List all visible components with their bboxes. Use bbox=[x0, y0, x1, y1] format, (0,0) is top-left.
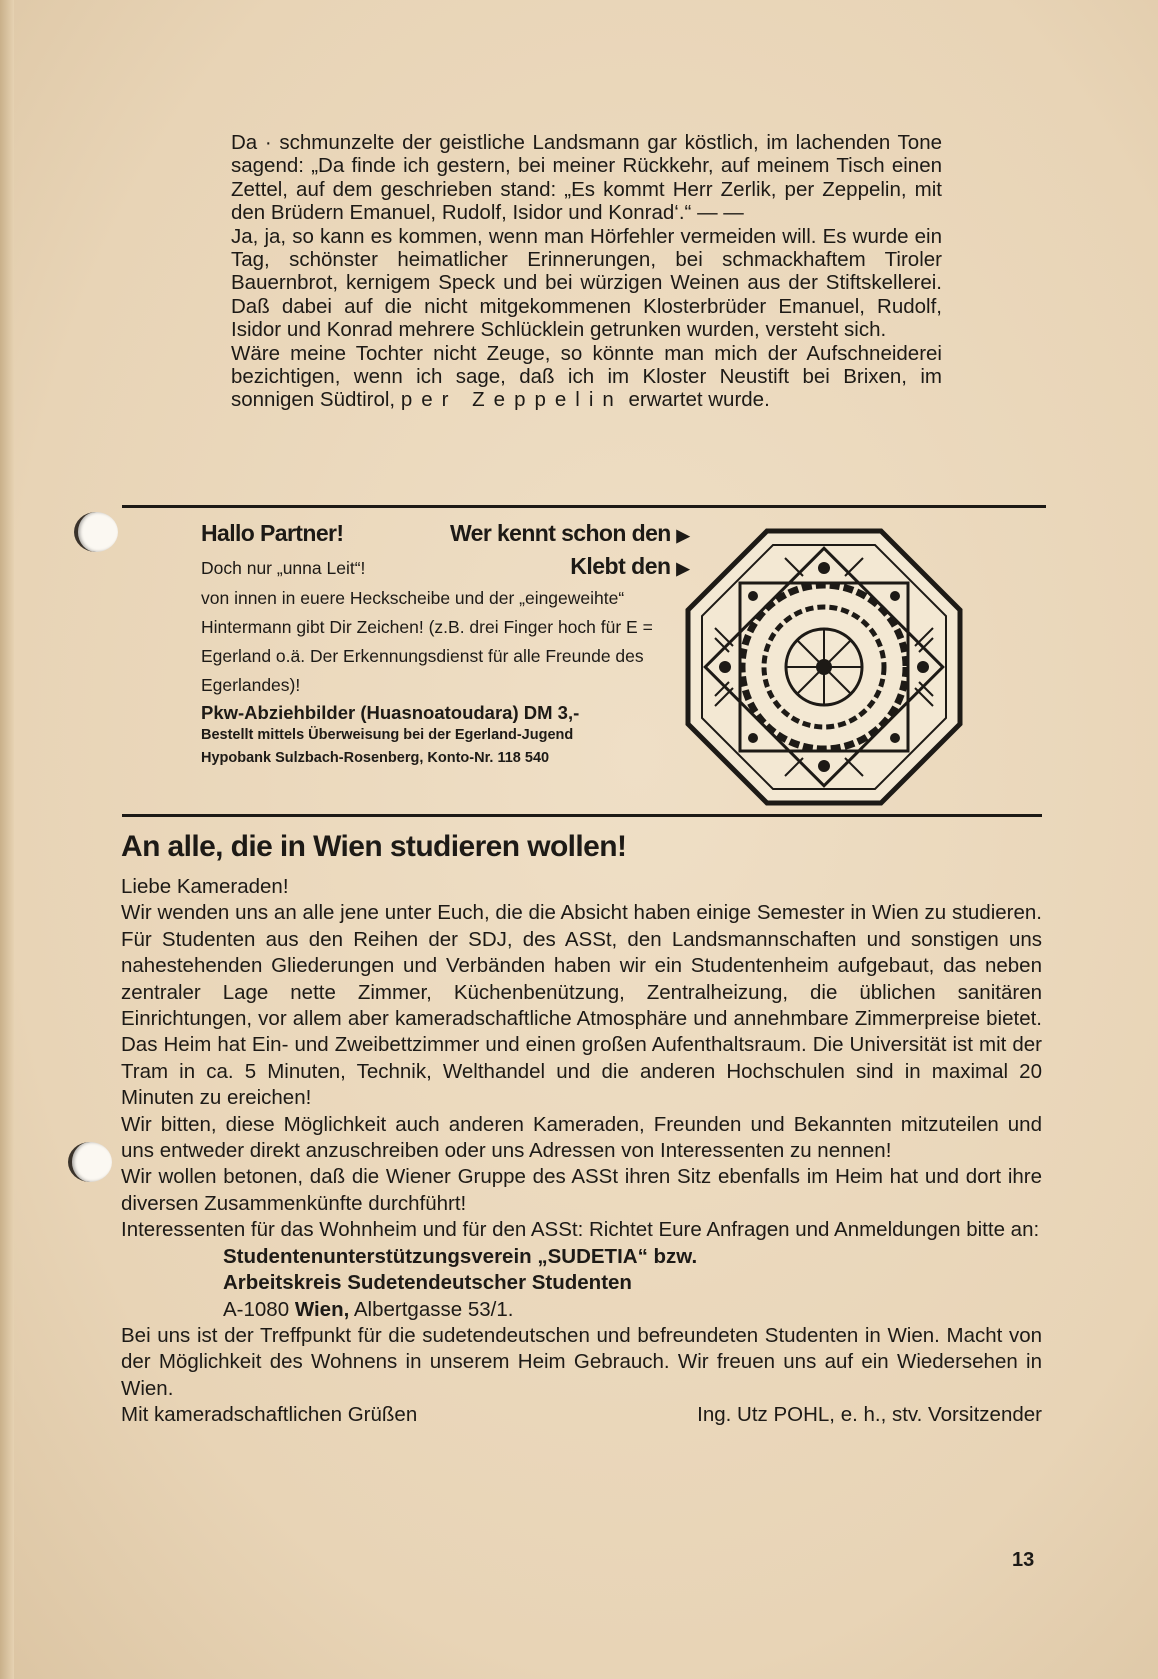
signature-line bbox=[121, 1402, 1042, 1428]
right-triangle-icon: ▶ bbox=[676, 526, 689, 545]
page-number: 13 bbox=[1012, 1549, 1035, 1571]
right-triangle-icon: ▶ bbox=[676, 559, 689, 578]
story-paragraph-2: Ja, ja, so kann es kommen, wenn man Hörfehler vermeiden will. Es wurde ein Tag, schönster heimatlicher Erinnerungen, bei schmackhaftem Tiroler Bauernbrot, kernigem Speck und bei würzigen Weinen aus der Stiftskellerei. Daß dabei auf die nicht mitgekommenen Klosterbrüder Emanuel, Rudolf, Isidor und Konrad mehrere Schlücklein getrunken wurden, versteht sich. bbox=[231, 224, 942, 342]
octagonal-ornament-icon bbox=[685, 528, 963, 806]
story-paragraph-3-end: erwartet wurde. bbox=[628, 388, 770, 412]
address-postcode: A-1080 bbox=[223, 1297, 290, 1321]
sticker-advertisement bbox=[201, 520, 689, 770]
ad-bank: Hypobank Sulzbach-Rosenberg, Konto-Nr. 118 540 bbox=[201, 750, 550, 766]
closing: Mit kameradschaftlichen Grüßen bbox=[121, 1403, 418, 1427]
ad-stick: Klebt den bbox=[570, 553, 671, 579]
ad-subline bbox=[201, 553, 689, 580]
article-paragraph-3: Wir wollen betonen, daß die Wiener Gruppe des ASSt ihren Sitz ebenfalls im Heim hat und dort ihre diversen Zusammenkünfte durchführt! bbox=[121, 1165, 1042, 1215]
article-paragraph-1: Wir wenden uns an alle jene unter Euch, die die Absicht haben einige Semester in Wien zu studieren. Für Studenten aus den Reihen der SDJ, des ASSt, den Landsmannschaften und sonstigen uns nahestehenden Gliederungen und Verbänden haben wir ein Studentenheim aufgebaut, das neben zentraler Lage nette Zimmer, Küchenbenützung, Zentralheizung, die üblichen sanitären Einrichtungen, vor allem aber kameradschaftliche Atmosphäre und annehmbare Zimmerpreise bietet. Das Heim hat Ein- und Zweibettzimmer und einen großen Aufenthaltsraum. Die Universität ist mit der Tram in ca. 5 Minuten, Technik, Welthandel und die anderen Hochschulen sind in maximal 20 Minuten zu ereichen! bbox=[121, 901, 1042, 1110]
story-paragraph-3 bbox=[231, 342, 942, 412]
divider-top bbox=[122, 505, 1046, 508]
ad-only: Doch nur „unna Leit“! bbox=[201, 558, 366, 578]
story-paragraph-3-start: Wäre meine Tochter nicht Zeuge, so könnte man mich der Aufschneiderei bezichtigen, wenn ich sage, daß ich im Kloster Neustift bei Brixen, im sonnigen Südtirol, bbox=[231, 341, 942, 412]
ad-who-knows: Wer kennt schon den bbox=[449, 520, 671, 546]
ad-body: von innen in euere Heckscheibe und der „eingeweihte“ Hintermann gibt Dir Zeichen! (z.B. drei Finger hoch für E = Egerland o.ä. Der Erkennungsdienst für alle Freunde des Egerlandes)! bbox=[201, 588, 653, 695]
article-paragraph-4: Interessenten für das Wohnheim und für den ASSt: Richtet Eure Anfragen und Anmeldungen bitte an: bbox=[121, 1218, 1040, 1242]
ad-headline bbox=[201, 520, 689, 547]
ad-price: Pkw-Abziehbilder (Huasnoatoudara) DM 3,- bbox=[201, 702, 580, 723]
signature: Ing. Utz POHL, e. h., stv. Vorsitzender bbox=[697, 1403, 1042, 1427]
ad-hello: Hallo Partner! bbox=[201, 520, 344, 546]
ad-order: Bestellt mittels Überweisung bei der Egerland-Jugend bbox=[201, 727, 574, 743]
article-paragraph-5: Bei uns ist der Treffpunkt für die sudetendeutschen und befreundeten Studenten in Wien. Macht von der Möglichkeit des Wohnens in unserem Heim Gebrauch. Wir freuen uns auf ein Wiedersehen in Wien. bbox=[121, 1323, 1042, 1400]
article-paragraph-2: Wir bitten, diese Möglichkeit auch anderen Kameraden, Freunden und Bekannten mitzuteilen und uns entweder direkt anzuschreiben oder uns Adressen von Interessenten zu nennen! bbox=[121, 1112, 1042, 1163]
article-headline: An alle, die in Wien studieren wollen! bbox=[121, 830, 627, 863]
punch-hole-bottom bbox=[68, 1142, 112, 1182]
ad-stick-wrap bbox=[570, 553, 689, 580]
address-line-2: Arbeitskreis Sudetendeutscher Studenten bbox=[223, 1271, 632, 1295]
paper-edge bbox=[0, 0, 14, 1679]
address-city: Wien, bbox=[294, 1297, 350, 1321]
story-paragraph-1: Da · schmunzelte der geistliche Landsmann gar köstlich, im lachenden Tone sagend: „Da finde ich gestern, bei meiner Rückkehr, auf meinem Tisch einen Zettel, auf dem geschrieben stand: „Es kommt Herr Zerlik, per Zeppelin, mit den Brüdern Emanuel, Rudolf, Isidor und Konrad‘.“ — — bbox=[231, 131, 942, 225]
article-greeting: Liebe Kameraden! bbox=[121, 875, 289, 898]
address-street: Albertgasse 53/1. bbox=[353, 1297, 514, 1321]
story-spaced-words: per Zeppelin bbox=[400, 388, 623, 412]
ad-who-knows-wrap bbox=[450, 520, 689, 547]
article-wien bbox=[121, 830, 1042, 1429]
address-line-3 bbox=[223, 1297, 1042, 1323]
divider-bottom bbox=[122, 814, 1042, 817]
story-text bbox=[231, 131, 942, 412]
punch-hole-top bbox=[74, 512, 118, 552]
address-line-1: Studentenunterstützungsverein „SUDETIA“ bzw. bbox=[223, 1244, 698, 1268]
